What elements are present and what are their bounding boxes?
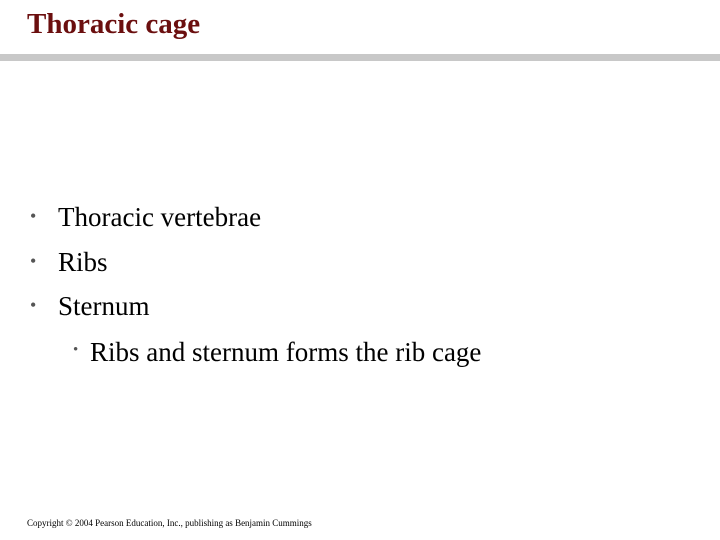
bullet-icon: • <box>30 251 37 271</box>
bullet-icon: • <box>30 206 37 226</box>
title-divider <box>0 54 720 61</box>
bullet-sternum: Sternum <box>58 291 150 321</box>
sub-bullet-icon: • <box>73 342 79 358</box>
slide-title: Thoracic cage <box>27 8 201 40</box>
bullet-thoracic-vertebrae: Thoracic vertebrae <box>58 202 262 232</box>
copyright-footer: Copyright © 2004 Pearson Education, Inc., publishing as Benjamin Cummings <box>27 518 312 528</box>
bullet-ribs: Ribs <box>58 247 108 277</box>
bullet-icon: • <box>30 295 37 315</box>
sub-bullet-rib-cage: Ribs and sternum forms the rib cage <box>90 337 482 367</box>
